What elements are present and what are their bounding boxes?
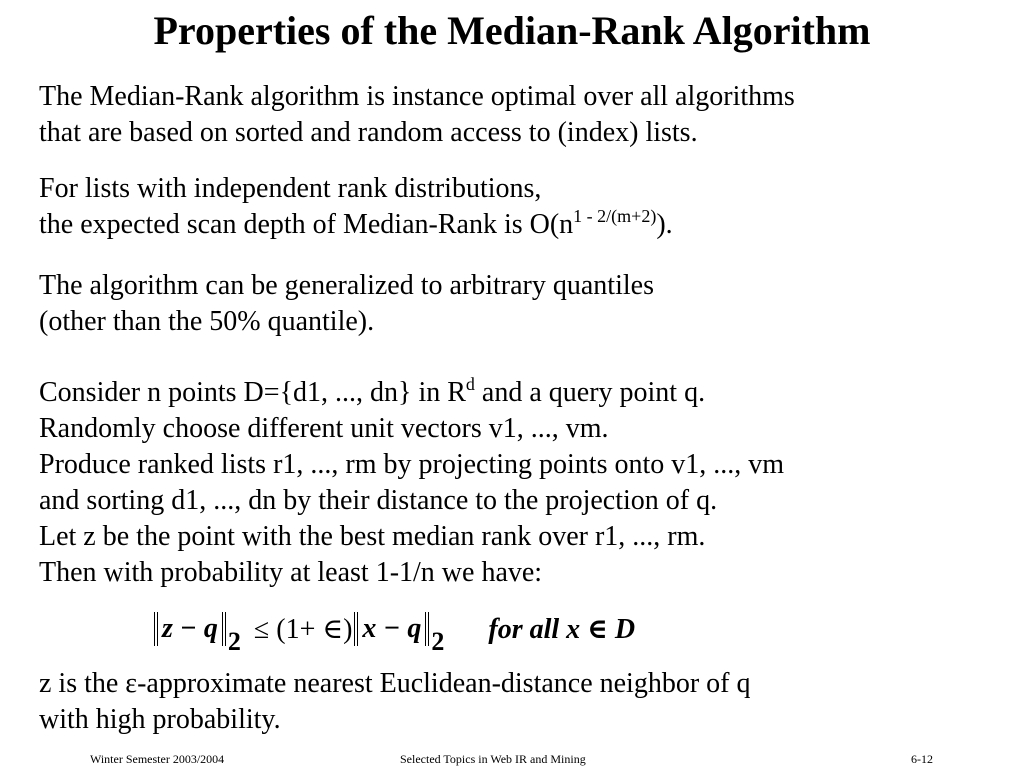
quantifier-text: for all x ∈ D [488,614,636,645]
text-line: The Median-Rank algorithm is instance optimal over all algorithms [39,81,795,112]
text-line: For lists with independent rank distributions, [39,173,542,204]
text-line: with high probability. [39,704,281,735]
text-line: Randomly choose different unit vectors v1, ..., vm. [39,413,609,444]
slide-title: Properties of the Median-Rank Algorithm [153,8,871,53]
text-line [39,375,999,411]
text-line: Produce ranked lists r1, ..., rm by projecting points onto v1, ..., vm [39,449,785,480]
text-fragment: Consider n points D={d1, ..., dn} in R [39,377,466,408]
paragraph-scan-depth [39,171,999,243]
footer-course-title: Selected Topics in Web IR and Mining [400,752,586,766]
text-fragment: the expected scan depth of Median-Rank is O(n [39,209,574,240]
norm-lhs-subscript: 2 [227,627,241,656]
norm-rhs [354,612,429,646]
norm-lhs-content: z − q [157,612,223,646]
paragraph-random-projection [39,375,999,591]
norm-rhs-content: x − q [357,612,426,646]
paragraph-quantiles [39,268,999,340]
text-line: z is the ε-approximate nearest Euclidean-distance neighbor of q [39,668,751,699]
superscript-exponent: 1 - 2/(m+2) [573,206,657,227]
text-line: Then with probability at least 1-1/n we have: [39,557,543,588]
text-line [39,207,999,243]
text-line: The algorithm can be generalized to arbitrary quantiles [39,270,654,301]
text-fragment: ). [656,209,673,240]
approximation-formula [152,612,852,660]
footer-slide-number: 6-12 [911,752,933,766]
norm-rhs-subscript: 2 [431,627,445,656]
text-line: and sorting d1, ..., dn by their distance to the projection of q. [39,485,718,516]
text-fragment: and a query point q. [474,377,706,408]
epsilon-factor: (1+ ∈) [276,614,353,645]
superscript-dimension: d [465,374,475,395]
footer-semester: Winter Semester 2003/2004 [90,752,225,766]
text-line: that are based on sorted and random access to (index) lists. [39,117,698,148]
text-line: Let z be the point with the best median rank over r1, ..., rm. [39,521,706,552]
paragraph-conclusion [39,666,999,738]
paragraph-instance-optimal [39,79,999,151]
leq-symbol: ≤ [253,614,270,645]
text-line: (other than the 50% quantile). [39,306,375,337]
norm-lhs [154,612,226,646]
